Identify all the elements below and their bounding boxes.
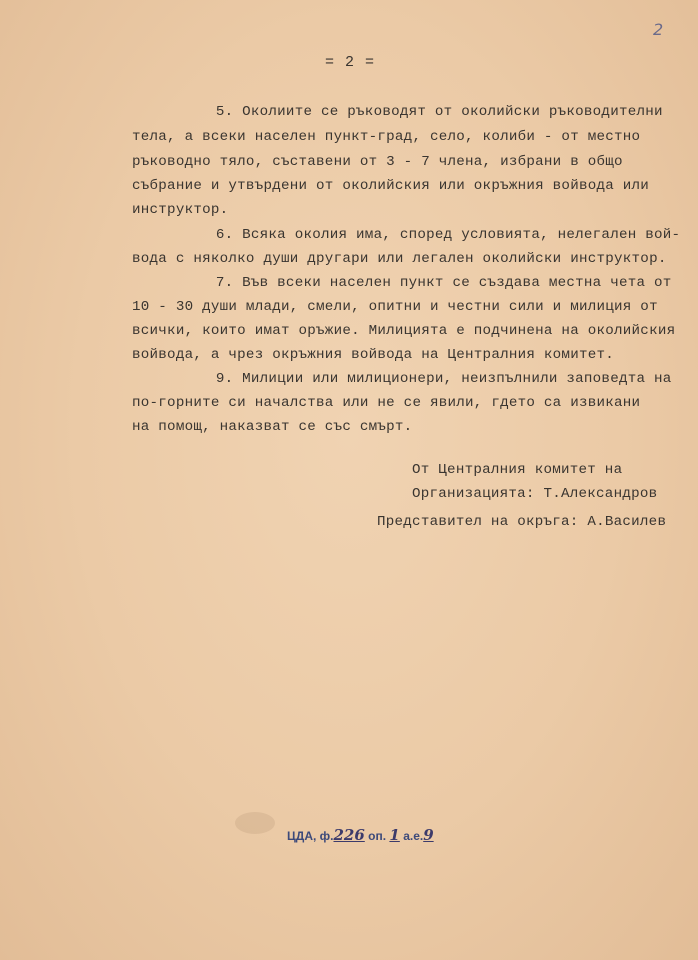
text-line: 7. Във всеки населен пункт се създава местна чета от xyxy=(172,275,672,291)
text-line: по-горните си началства или не се явили, гдето са извикани xyxy=(132,395,641,411)
archive-prefix: ЦДА, ф. xyxy=(287,829,334,843)
text-line: инструктор. xyxy=(132,202,229,218)
archive-stamp xyxy=(287,826,434,844)
archive-fond: 226 xyxy=(333,826,365,844)
text-line: войвода, а чрез окръжния войвода на Централния комитет. xyxy=(132,347,615,363)
text-line: всички, които имат оръжие. Милицията е подчинена на околийския xyxy=(132,323,676,339)
archive-opis: 1 xyxy=(389,826,400,844)
signature-line: Представител на окръга: А.Василев xyxy=(377,514,667,530)
archive-ae-label: а.е. xyxy=(403,829,424,843)
text-line: ръководно тяло, съставени от 3 - 7 члена, избрани в общо xyxy=(132,154,623,170)
paper-stain xyxy=(235,812,275,834)
archive-ae: 9 xyxy=(423,826,434,844)
page-number: = 2 = xyxy=(325,54,376,71)
corner-page-mark: 2 xyxy=(653,20,664,39)
signature-line: Организацията: Т.Александров xyxy=(412,486,658,502)
text-line: 9. Милиции или милиционери, неизпълнили заповедта на xyxy=(172,371,672,387)
text-line: 10 - 30 души млади, смели, опитни и честни сили и милиция от xyxy=(132,299,658,315)
archive-opis-label: оп. xyxy=(368,829,387,843)
signature-line: От Централния комитет на xyxy=(412,462,623,478)
text-line: 5. Околиите се ръководят от околийски ръководителни xyxy=(172,104,663,120)
text-line: вода с няколко души другари или легален околийски инструктор. xyxy=(132,251,667,267)
text-line: 6. Всяка околия има, според условията, нелегален вой- xyxy=(172,227,681,243)
text-line: тела, а всеки населен пункт-град, село, колиби - от местно xyxy=(132,129,641,145)
text-line: събрание и утвърдени от околийския или окръжния войвода или xyxy=(132,178,650,194)
text-line: на помощ, наказват се със смърт. xyxy=(132,419,413,435)
